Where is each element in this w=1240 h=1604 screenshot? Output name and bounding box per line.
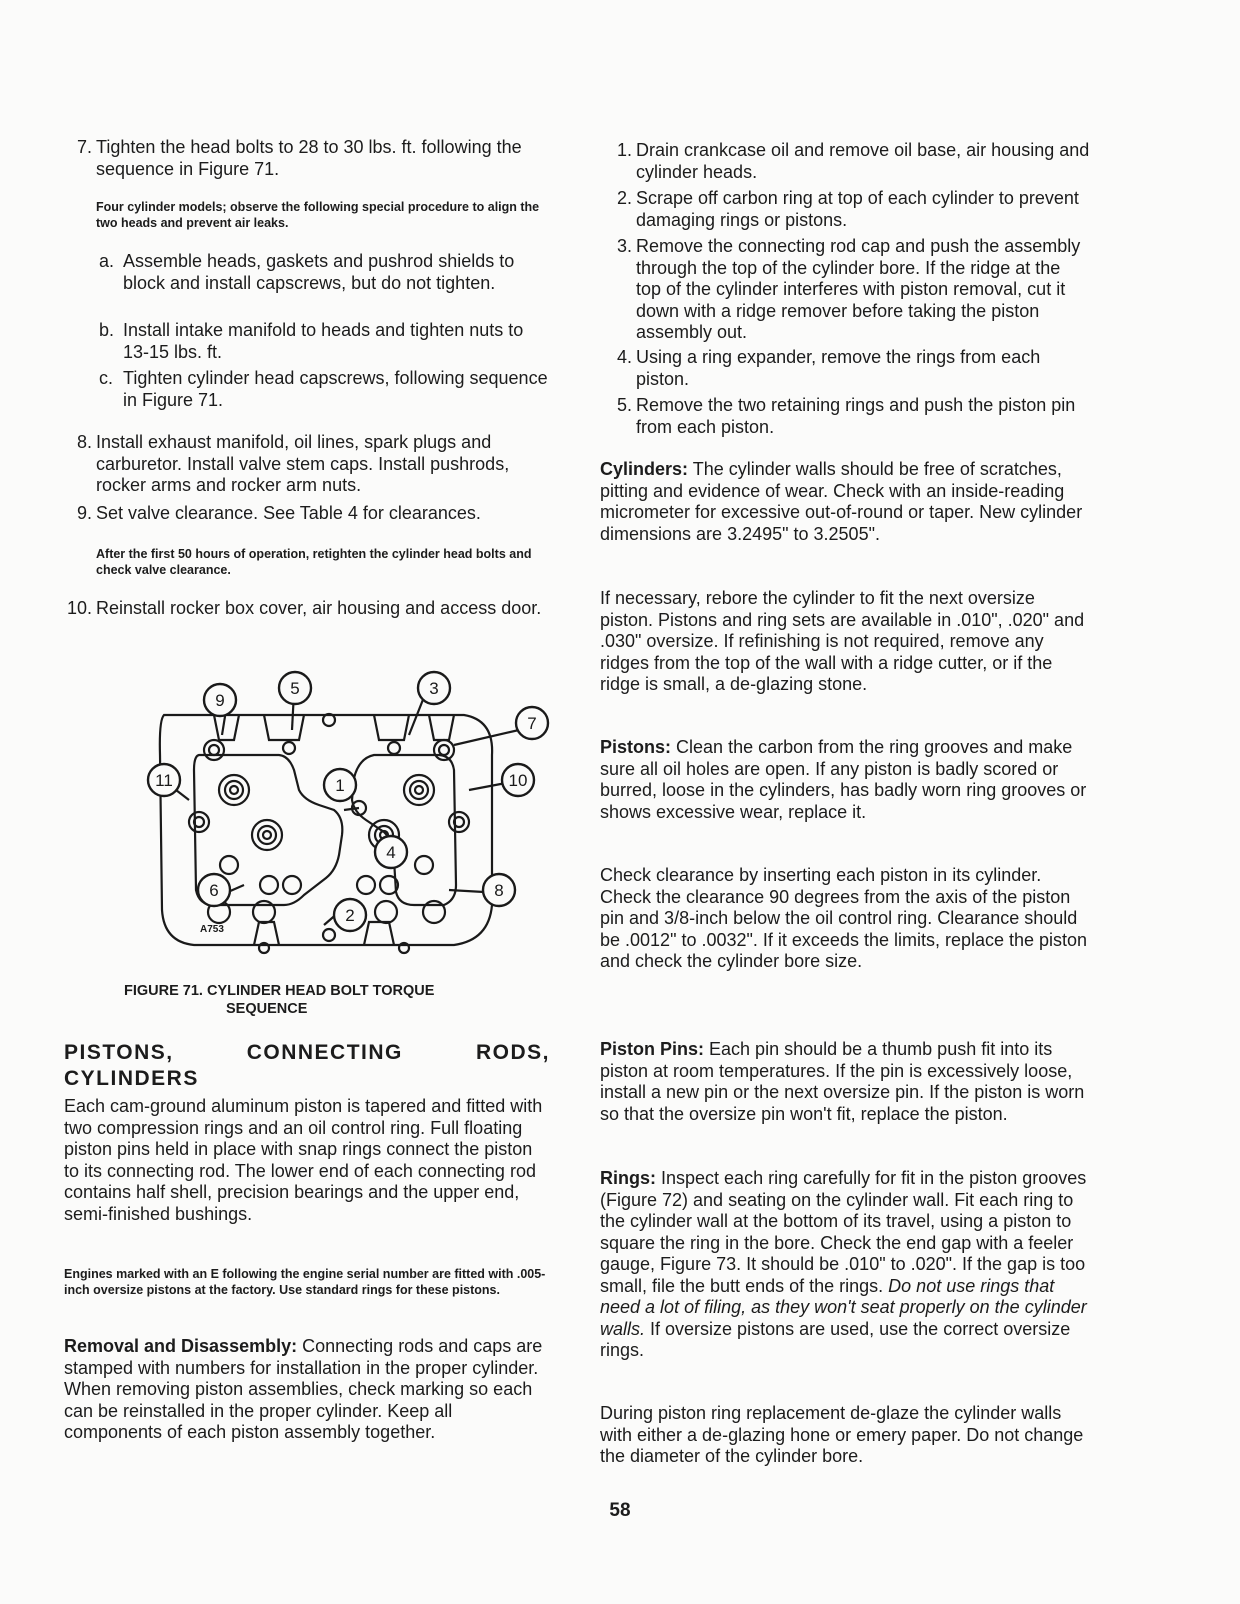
svg-text:10: 10: [508, 771, 528, 790]
note-four-cylinder: Four cylinder models; observe the following special procedure to align the two heads and prevent air leaks.: [96, 200, 540, 230]
bolt-label-8: [483, 874, 515, 906]
step-10: 10. Reinstall rocker box cover, air housing and access door.: [66, 598, 542, 618]
inner-gasket-right: [352, 755, 456, 905]
clearance-paragraph: Check clearance by inserting each piston in its cylinder. Check the clearance 90 degrees from the axis of the piston pin and 3/8-inch below the oil control ring. Clearance should be .0012" to .0032". If it exceeds the limits, replace the piston and check the cylinder bore size.: [600, 865, 1088, 971]
svg-text:6: 6: [209, 881, 219, 900]
removal-paragraph: Removal and Disassembly: Connecting rods and caps are stamped with numbers for installation in the proper cylinder. When removing piston assemblies, check marking so each can be reinstalled in the proper cylinder. Keep all components of each piston assembly together.: [64, 1336, 543, 1442]
svg-text:7: 7: [527, 714, 537, 733]
removal-step-2: 2. Scrape off carbon ring at top of each cylinder to prevent damaging rings or pistons.: [616, 188, 1079, 230]
figure-71-cylinder-head-diagram: [104, 660, 537, 980]
deglaze-paragraph: During piston ring replacement de-glaze the cylinder walls with either a de-glazing hone or emery paper. Do not change the diameter of the cylinder bore.: [600, 1403, 1084, 1466]
svg-text:11: 11: [155, 771, 173, 790]
rebore-paragraph: If necessary, rebore the cylinder to fit the next oversize piston. Pistons and ring sets are available in .010", .020" and .030" oversize. If refinishing is not required, remove any ridges from the top of the wall with a ridge cutter, or if the ridge is small, a de-glazing stone.: [600, 588, 1085, 694]
substep-b: b. Install intake manifold to heads and tighten nuts to 13-15 lbs. ft.: [99, 320, 524, 362]
bolt-label-4: [375, 836, 407, 868]
svg-text:9: 9: [215, 691, 225, 710]
cylinders-paragraph: Cylinders: The cylinder walls should be free of scratches, pitting and evidence of wear. Check with an inside-reading micrometer for excessive out-of-round or taper. New cylinder dimensions are 3.2495" to 3.2505".: [600, 459, 1083, 544]
piston-pins-paragraph: Piston Pins: Each pin should be a thumb push fit into its piston at room temperatures. If the pin is excessively loose, install a new pin or the next oversize pin. If the piston is worn so that the oversize pin won't fit, replace the piston.: [600, 1039, 1085, 1124]
substep-c: c. Tighten cylinder head capscrews, following sequence in Figure 71.: [99, 368, 548, 410]
step-9: 9. Set valve clearance. See Table 4 for clearances.: [76, 503, 481, 523]
step-8: 8. Install exhaust manifold, oil lines, spark plugs and carburetor. Install valve stem caps. Install pushrods, rocker arms and rocker arm nuts.: [76, 432, 510, 495]
bolt-label-1: [324, 769, 356, 801]
removal-step-3: 3. Remove the connecting rod cap and push the assembly through the top of the cylinder bore. If the ridge at the top of the cylinder interferes with piston removal, cut it down with a ridge remover before taking the piston assembly out.: [616, 236, 1081, 342]
rings-paragraph: Rings: Inspect each ring carefully for fit in the piston grooves (Figure 72) and seating on the cylinder wall. Fit each ring to the cylinder wall at the bottom of its travel, using a piston to square the ring in the bore. Check the end gap with a feeler gauge, Figure 73. It should be .010" to .020". If the gap is too small, file the butt ends of the rings. Do not use rings that need a lot of filing, as they won't seat properly on the cylinder walls. If oversize pistons are used, use the correct oversize rings.: [600, 1168, 1087, 1360]
bolt-label-10: [502, 764, 534, 796]
svg-text:8: 8: [494, 881, 504, 900]
intro-paragraph: Each cam-ground aluminum piston is tapered and fitted with two compression rings and an oil control ring. Full floating piston pins held in place with snap rings connect the piston to its connecting rod. The lower end of each connecting rod contains half shell, precision bearings and the upper end, semi-finished bushings.: [64, 1096, 543, 1224]
bolt-label-6: [198, 874, 230, 906]
section-heading: PISTONS, CONNECTING RODS, CYLINDERS: [64, 1041, 550, 1090]
removal-step-1: 1. Drain crankcase oil and remove oil base, air housing and cylinder heads.: [616, 140, 1090, 182]
page-number: 58: [609, 1500, 631, 1521]
note-engines-marked-e: Engines marked with an E following the engine serial number are fitted with .005-inch oversize pistons at the factory. Use standard rings for these pistons.: [64, 1267, 546, 1297]
bolt-label-5: [279, 672, 311, 704]
removal-step-5: 5. Remove the two retaining rings and push the piston pin from each piston.: [616, 395, 1076, 437]
svg-text:5: 5: [290, 679, 300, 698]
removal-step-4: 4. Using a ring expander, remove the rings from each piston.: [616, 347, 1041, 389]
bolt-label-9: [204, 684, 236, 716]
figure-71-caption: FIGURE 71. CYLINDER HEAD BOLT TORQUE SEQUENCE: [124, 983, 435, 1017]
pistons-paragraph: Pistons: Clean the carbon from the ring grooves and make sure all oil holes are open. If any piston is badly scored or burred, loose in the cylinders, has badly worn ring grooves or shows excessive wear, replace it.: [600, 737, 1087, 822]
svg-text:2: 2: [345, 906, 355, 925]
svg-text:1: 1: [335, 776, 345, 795]
bolt-label-11: [148, 764, 180, 796]
step-7: 7. Tighten the head bolts to 28 to 30 lbs. ft. following the sequence in Figure 71.: [76, 137, 522, 179]
bolt-label-3: [418, 672, 450, 704]
svg-text:4: 4: [386, 843, 396, 862]
svg-text:3: 3: [429, 679, 439, 698]
note-first-50-hours: After the first 50 hours of operation, retighten the cylinder head bolts and check valve clearance.: [96, 547, 532, 577]
substep-a: a. Assemble heads, gaskets and pushrod shields to block and install capscrews, but do not tighten.: [99, 251, 515, 293]
bolt-label-2: [334, 899, 366, 931]
bolt-label-7: [516, 707, 548, 739]
figure-code: A753: [200, 924, 224, 935]
